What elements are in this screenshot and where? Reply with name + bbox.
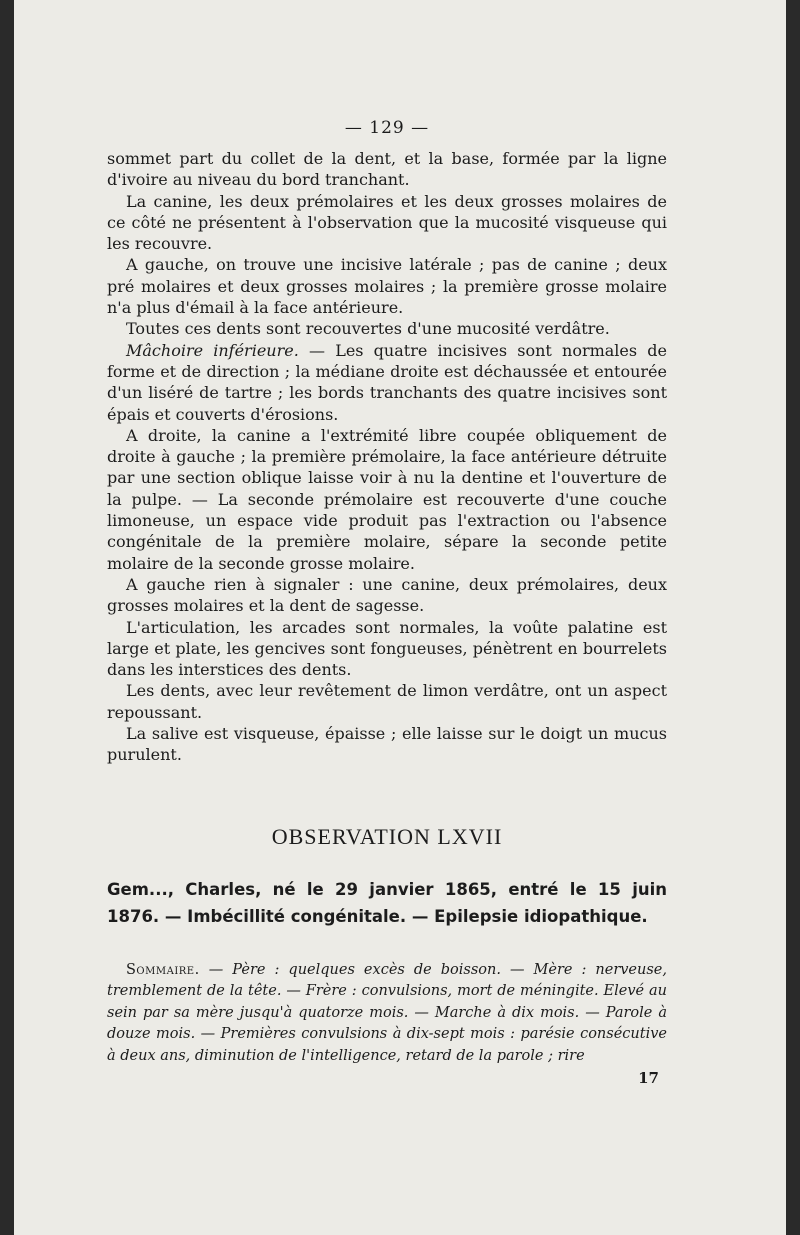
paragraph-canine: La canine, les deux prémolaires et les deux grosses molaires de ce côté ne présentent à l'observation que la mucosité visqueuse qui les recouvre. xyxy=(107,191,667,254)
paragraph-saliva: La salive est visqueuse, épaisse ; elle laisse sur le doigt un mucus purulent. xyxy=(107,724,667,765)
signature-mark: 17 xyxy=(638,1069,659,1088)
paragraph-left-upper: A gauche, on trouve une incisive latérale ; pas de canine ; deux pré molaires et deux grosses molaires ; la première grosse molaire n'a plus d'émail à la face antérieure. xyxy=(107,255,667,318)
summary-text: — Père : quelques excès de boisson. — Mère : nerveuse, tremblement de la tête. — Frère : convulsions, mort de méningite. Elevé au sein par sa mère jusqu'à quatorze mois. — Marche à dix mois. — Parole à douze mois. — Premières convulsions à dix-sept mois : parésie consécutive à deux ans, diminution de l'intelligence, retard de la parole ; rire xyxy=(107,961,667,1064)
book-page xyxy=(14,0,786,1235)
paragraph-articulation: L'articulation, les arcades sont normales, la voûte palatine est large et plate, les gencives sont fongueuses, pénètrent en bourrelets dans les interstices des dents. xyxy=(107,617,667,680)
mandible-label: Mâchoire inférieure. xyxy=(126,340,299,360)
summary-label: Sommaire. xyxy=(126,961,200,978)
paragraph-continuation: sommet part du collet de la dent, et la base, formée par la ligne d'ivoire au niveau du bord tranchant. xyxy=(107,149,667,190)
paragraph-mucosity: Toutes ces dents sont recouvertes d'une mucosité verdâtre. xyxy=(126,319,610,339)
paragraph-left-lower: A gauche rien à signaler : une canine, deux prémolaires, deux grosses molaires et la dent de sagesse. xyxy=(107,574,667,616)
observation-title: OBSERVATION LXVII xyxy=(271,823,503,849)
paragraph-teeth-aspect: Les dents, avec leur revêtement de limon verdâtre, ont un aspect repoussant. xyxy=(107,681,667,722)
mandible-text: — Les quatre incisives sont normales de forme et de direction ; la médiane droite est déchaussée et entourée d'un liséré de tartre ; les bords tranchants des quatre incisives sont épais et couverts d'érosions. xyxy=(107,340,668,424)
paragraph-right-lower: A droite, la canine a l'extrémité libre coupée obliquement de droite à gauche ; la première prémolaire, la face antérieure détruite par une section oblique laisse voir à nu la dentine et l'ouverture de la pulpe. — La seconde prémolaire est recouverte d'une couche limoneuse, un espace vide produit pas l'extraction ou l'absence congénitale de la première molaire, sépare la seconde petite molaire de la seconde grosse molaire. xyxy=(107,425,667,573)
paragraph-mandible xyxy=(107,340,667,425)
subject-line: Gem..., Charles, né le 29 janvier 1865, entré le 15 juin 1876. — Imbécillité congénitale. — Epilepsie idiopathique. xyxy=(107,879,667,926)
page-content xyxy=(107,118,667,1087)
page-number: — 129 — xyxy=(344,118,430,138)
summary-paragraph xyxy=(107,960,667,1068)
